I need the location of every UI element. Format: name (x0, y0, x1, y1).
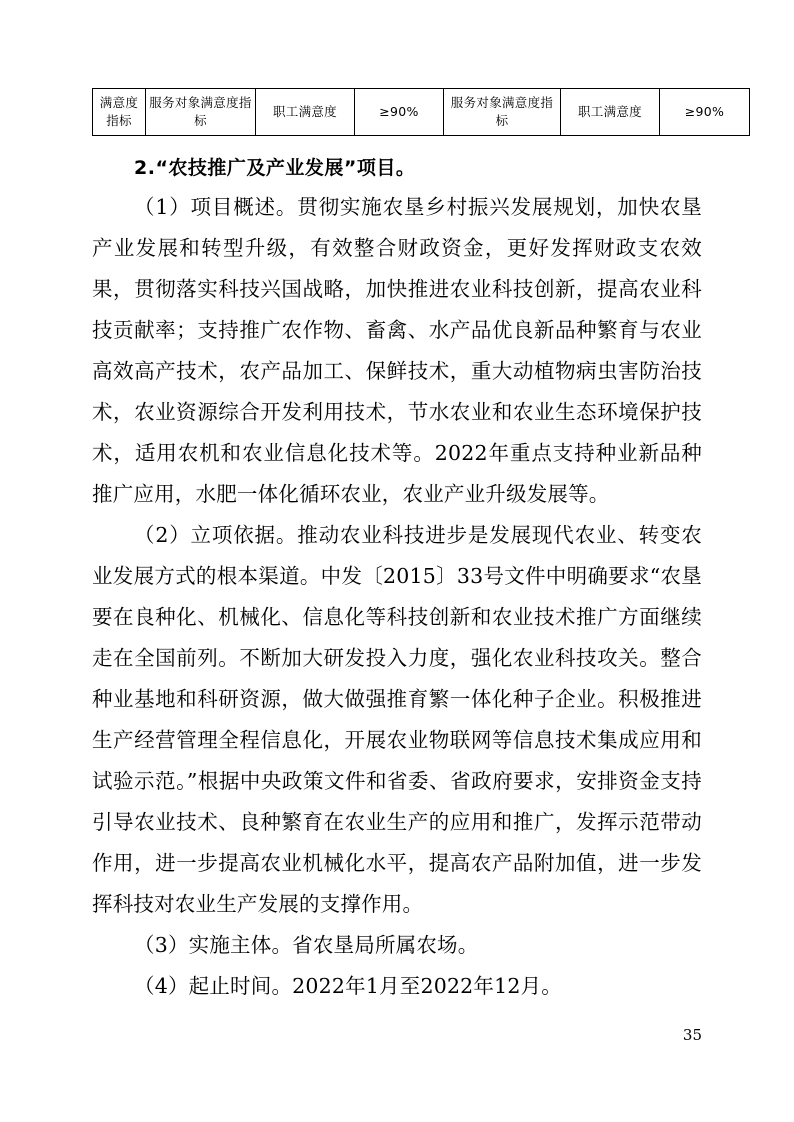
paragraph-project-basis: （2）立项依据。推动农业科技进步是发展现代农业、转变农业发展方式的根本渠道。中发〔2015〕33号文件中明确要求“农垦要在良种化、机械化、信息化等科技创新和农业技术推广方面继续走在全国前列。不断加大研发投入力度，强化农业科技攻关。整合种业基地和科研资源，做大做强推育繁一体化种子企业。积极推进生产经营管理全程信息化，开展农业物联网等信息技术集成应用和试验示范。”根据中央政策文件和省委、省政府要求，安排资金支持引导农业技术、良种繁育在农业生产的应用和推广，发挥示范带动作用，进一步提高农业机械化水平，提高农产品附加值，进一步发挥科技对农业生产发展的支撑作用。 (92, 522, 702, 916)
table-cell-staff-satisfaction-1: 职工满意度 (256, 89, 355, 136)
table-cell-staff-satisfaction-2: 职工满意度 (561, 89, 660, 136)
page-number: 35 (682, 1026, 702, 1044)
table-cell-target-2: ≥90% (660, 89, 750, 136)
paragraph-project-overview: （1）项目概述。贯彻实施农垦乡村振兴发展规划，加快农垦产业发展和转型升级，有效整合财政资金，更好发挥财政支农效果，贯彻落实科技兴国战略，加快推进农业科技创新，提高农业科技贡献率；支持推广农作物、畜禽、水产品优良新品种繁育与农业高效高产技术，农产品加工、保鲜技术，重大动植物病虫害防治技术，农业资源综合开发利用技术，节水农业和农业生态环境保护技术，适用农机和农业信息化技术等。2022年重点支持种业新品种推广应用，水肥一体化循环农业，农业产业升级发展等。 (92, 194, 702, 506)
section-heading: 2.“农技推广及产业发展”项目。 (134, 157, 416, 180)
indicator-table (92, 88, 750, 136)
table-cell-service-satisfaction-1: 服务对象满意度指标 (146, 89, 256, 136)
table-cell-satisfaction-indicator: 满意度指标 (93, 89, 146, 136)
table-cell-target-1: ≥90% (355, 89, 444, 136)
table-row (93, 89, 750, 136)
paragraph-time-range: （4）起止时间。2022年1月至2022年12月。 (134, 973, 563, 998)
table-cell-service-satisfaction-2: 服务对象满意度指标 (444, 89, 561, 136)
paragraph-implementing-body: （3）实施主体。省农垦局所属农场。 (134, 932, 479, 957)
